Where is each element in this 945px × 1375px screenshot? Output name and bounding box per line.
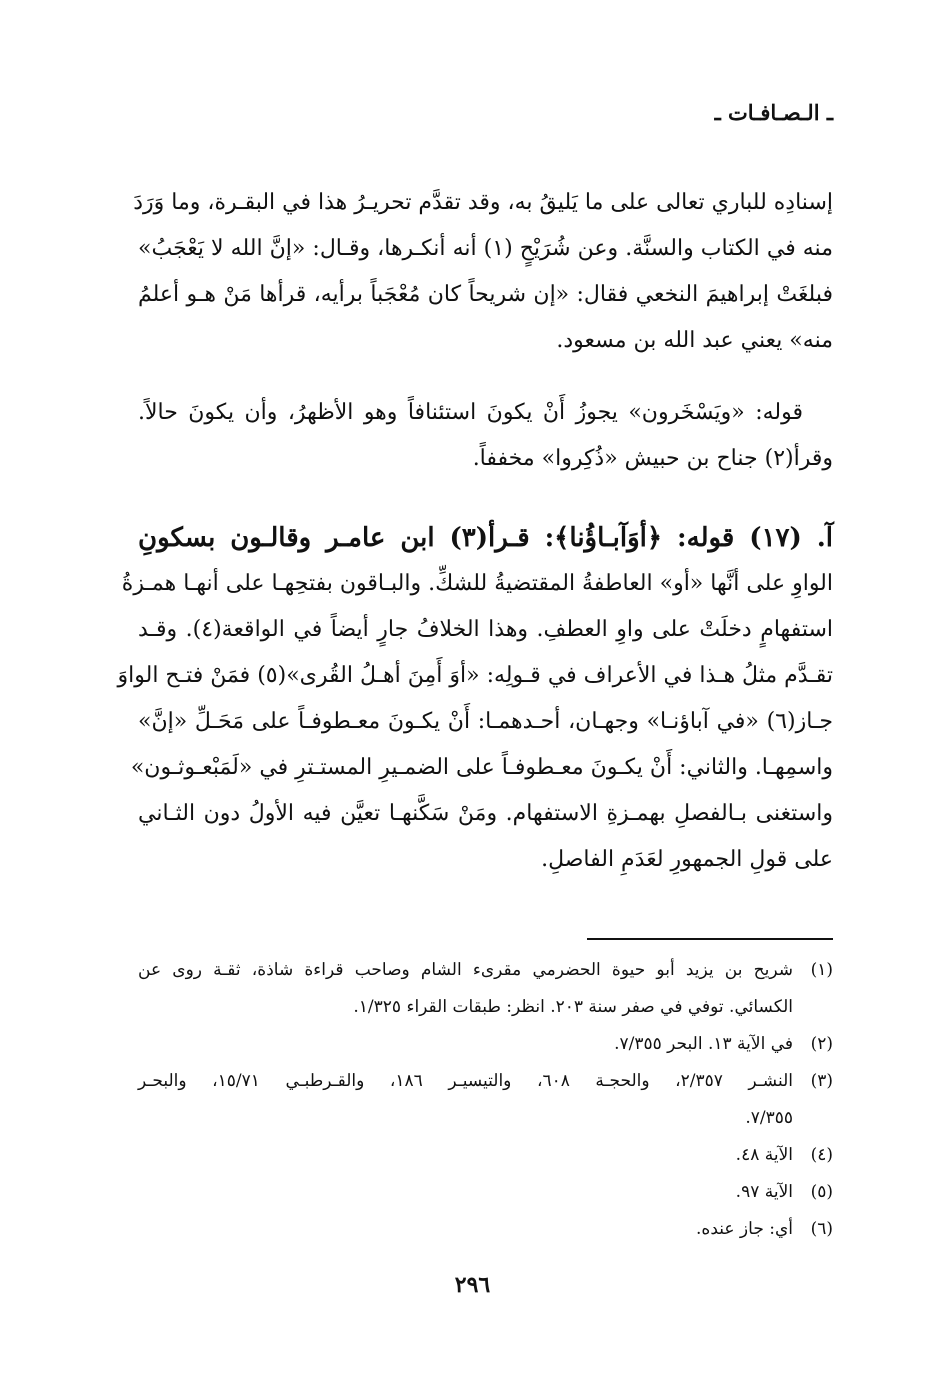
text-line: تقـدَّم مثلُ هـذا في الأعراف في قـولِه: «أوَ أَمِنَ أهـلُ القُرى»(٥) فمَنْ فتـح الواوَ bbox=[117, 663, 833, 688]
text-line: فبلغَتْ إبراهيمَ النخعي فقال: «إن شريحاً كان مُعْجَباً برأيه، قرأها مَنْ هـو أعلمُ bbox=[138, 282, 833, 307]
footnote-1 bbox=[138, 952, 833, 1026]
paragraph-3 bbox=[117, 515, 834, 883]
footnote-5 bbox=[138, 1174, 833, 1211]
running-head: ـ الـصـافـات ـ bbox=[714, 100, 833, 125]
text-line: واستغنى بـالفصلِ بهمـزةِ الاستفهام. ومَنْ سَكَّنهـا تعيَّن فيه الأولُ دون الثـاني bbox=[138, 801, 833, 826]
footnote-line: الآية ٤٨. bbox=[735, 1145, 793, 1165]
footnote-number: (٦) bbox=[810, 1219, 833, 1239]
footnote-number: (٤) bbox=[810, 1145, 833, 1165]
text-line: منه» يعني عبد الله بن مسعود. bbox=[556, 328, 833, 353]
text-line: إسنادِه للباري تعالى على ما يَليقُ به، وقد تقدَّم تحريـرُ هذا في البقـرة، وما وَرَدَ bbox=[133, 190, 833, 215]
text-line: على قولِ الجمهورِ لعَدَمِ الفاصلِ. bbox=[541, 847, 833, 872]
footnote-text bbox=[138, 1174, 793, 1211]
text-line: جـاز(٦) «في آباؤنـا» وجهـان، أحـدهمـا: أَنْ يكـونَ معـطوفـاً على مَحَـلِّ «إنَّ» bbox=[138, 709, 833, 734]
footnote-text bbox=[138, 1026, 793, 1063]
text-line: وقرأ(٢) جناح بن حبيش «ذُكِروا» مخففاً. bbox=[472, 446, 833, 471]
footnote-text bbox=[138, 1211, 793, 1248]
footnotes bbox=[138, 952, 833, 1248]
footnote-6 bbox=[138, 1211, 833, 1248]
footnote-4 bbox=[138, 1137, 833, 1174]
footnote-number: (٥) bbox=[810, 1182, 833, 1202]
footnote-line: الآية ٩٧. bbox=[735, 1182, 793, 1202]
text-line: الواوِ على أنَّها «أو» العاطفةُ المقتضيةُ للشكِّ. والبـاقون بفتحِهـا على أنهـا همـزةُ bbox=[121, 571, 833, 596]
paragraph-2 bbox=[138, 390, 833, 482]
footnote-number: (١) bbox=[810, 960, 833, 980]
footnote-line: في الآية ١٣. البحر ٧/٣٥٥. bbox=[614, 1034, 793, 1054]
footnote-text bbox=[138, 1137, 793, 1174]
verse-heading-line: آ. (١٧) قوله: ﴿أوَآبـاؤُنا﴾: قـرأ(٣) ابن عامـر وقالـون بسكونِ bbox=[138, 523, 833, 553]
text-line: قوله: «ويَسْخَرون» يجوزُ أَنْ يكونَ استئنافاً وهو الأظهرُ، وأن يكونَ حالاً. bbox=[138, 400, 803, 425]
footnote-number: (٢) bbox=[810, 1034, 833, 1054]
footnote-text bbox=[138, 952, 793, 1026]
footnote-line: النشـر ٢/٣٥٧، والحجـة ٦٠٨، والتيسيـر ١٨٦، والقـرطبـي ١٥/٧١، والبحـر bbox=[138, 1071, 793, 1091]
page-number: ٢٩٦ bbox=[454, 1272, 491, 1298]
footnote-separator bbox=[587, 938, 833, 940]
paragraph-1 bbox=[133, 180, 833, 364]
text-line: واسمِهـا. والثاني: أَنْ يكـونَ معـطوفـاً على الضمـيرِ المستـترِ في «لَمَبْعـوثـون» bbox=[130, 755, 833, 780]
footnote-line: شريح بن يزيد أبو حيوة الحضرمي مقرىء الشام وصاحب قراءة شاذة، ثقـة روى عن bbox=[138, 960, 793, 980]
footnote-number: (٣) bbox=[810, 1071, 833, 1091]
footnote-3 bbox=[138, 1063, 833, 1137]
footnote-2 bbox=[138, 1026, 833, 1063]
footnote-text bbox=[138, 1063, 793, 1137]
footnote-line: أي: جاز عنده. bbox=[696, 1219, 793, 1239]
footnote-line: الكسائي. توفي في صفر سنة ٢٠٣. انظر: طبقات القراء ١/٣٢٥. bbox=[353, 997, 793, 1017]
text-line: استفهامٍ دخلَتْ على واوِ العطفِ. وهذا الخلافُ جارٍ أيضاً في الواقعة(٤). وقـد bbox=[138, 617, 834, 642]
text-line: منه في الكتاب والسنَّة. وعن شُرَيْحٍ (١) أنه أنكـرها، وقـال: «إنَّ الله لا يَعْجَبُ» bbox=[138, 236, 833, 261]
footnote-line: ٧/٣٥٥. bbox=[745, 1108, 793, 1128]
